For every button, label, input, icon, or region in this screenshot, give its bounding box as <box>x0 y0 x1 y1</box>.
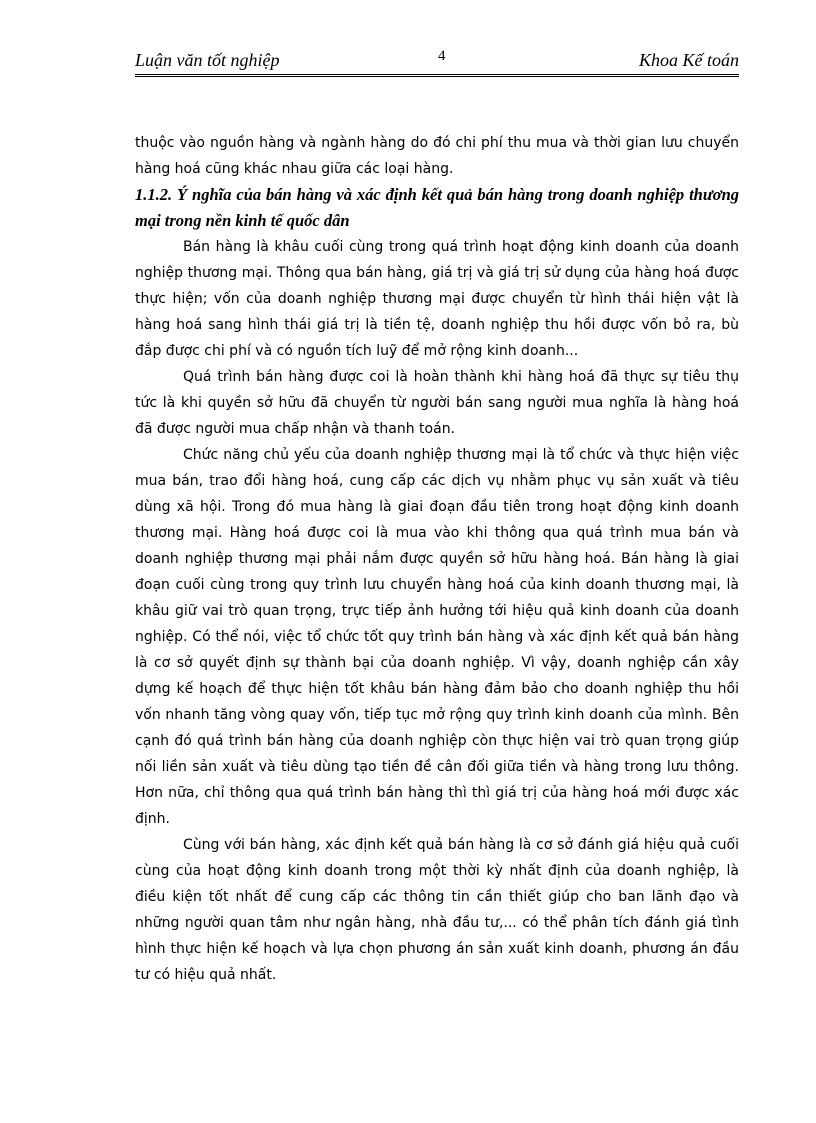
header-thesis-title: Luận văn tốt nghiệp <box>135 50 280 70</box>
header-faculty: Khoa Kế toán <box>638 50 739 70</box>
section-heading: 1.1.2. Ý nghĩa của bán hàng và xác định kết quả bán hàng trong doanh nghiệp thương mại trong nền kinh tế quốc dân <box>135 185 739 230</box>
page-header <box>135 48 739 77</box>
paragraph-3: Chức năng chủ yếu của doanh nghiệp thương mại là tổ chức và thực hiện việc mua bán, trao đổi hàng hoá, cung cấp các dịch vụ nhằm phục vụ sản xuất và tiêu dùng xã hội. Trong đó mua hàng là giai đoạn đầu tiên trong hoạt động kinh doanh thương mại. Hàng hoá được coi là mua vào khi thông qua quá trình mua bán và doanh nghiệp thương mại phải nắm được quyền sở hữu hàng hoá. Bán hàng là giai đoạn cuối cùng trong quy trình lưu chuyển hàng hoá của kinh doanh thương mại, là khâu giữ vai trò quan trọng, trực tiếp ảnh hưởng tới hiệu quả kinh doanh của doanh nghiệp. Có thể nói, việc tổ chức tốt quy trình bán hàng và xác định kết quả bán hàng là cơ sở quyết định sự thành bại của doanh nghiệp. Vì vậy, doanh nghiệp cần xây dựng kế hoạch để thực hiện tốt khâu bán hàng đảm bảo cho doanh nghiệp thu hồi vốn nhanh tăng vòng quay vốn, tiếp tục mở rộng quy trình kinh doanh của mình. Bên cạnh đó quá trình bán hàng của doanh nghiệp còn thực hiện vai trò quan trọng giúp nối liền sản xuất và tiêu dùng tạo tiền đề cân đối giữa tiền và hàng trong lưu thông. Hơn nữa, chỉ thông qua quá trình bán hàng thì thì giá trị của hàng hoá mới được xác định. <box>135 447 739 827</box>
paragraph-4: Cùng với bán hàng, xác định kết quả bán hàng là cơ sở đánh giá hiệu quả cuối cùng của hoạt động kinh doanh trong một thời kỳ nhất định của doanh nghiệp, là điều kiện tốt nhất để cung cấp các thông tin cần thiết giúp cho ban lãnh đạo và những người quan tâm như ngân hàng, nhà đầu tư,... có thể phân tích đánh giá tình hình thực hiện kế hoạch và lựa chọn phương án sản xuất kinh doanh, phương án đầu tư có hiệu quả nhất. <box>135 837 739 983</box>
document-body <box>135 130 739 988</box>
paragraph-1: Bán hàng là khâu cuối cùng trong quá trình hoạt động kinh doanh của doanh nghiệp thương mại. Thông qua bán hàng, giá trị và giá trị sử dụng của hàng hoá được thực hiện; vốn của doanh nghiệp thương mại được chuyển từ hình thái hiện vật là hàng hoá sang hình thái giá trị là tiền tệ, doanh nghiệp thu hồi được vốn bỏ ra, bù đắp được chi phí và có nguồn tích luỹ để mở rộng kinh doanh... <box>135 239 739 359</box>
paragraph-2: Quá trình bán hàng được coi là hoàn thành khi hàng hoá đã thực sự tiêu thụ tức là khi quyền sở hữu đã chuyển từ người bán sang người mua nghĩa là hàng hoá đã được người mua chấp nhận và thanh toán. <box>135 369 739 437</box>
page-number: 4 <box>438 48 446 64</box>
paragraph-continuation: thuộc vào nguồn hàng và ngành hàng do đó chi phí thu mua và thời gian lưu chuyển hàng hoá cũng khác nhau giữa các loại hàng. <box>135 135 739 177</box>
